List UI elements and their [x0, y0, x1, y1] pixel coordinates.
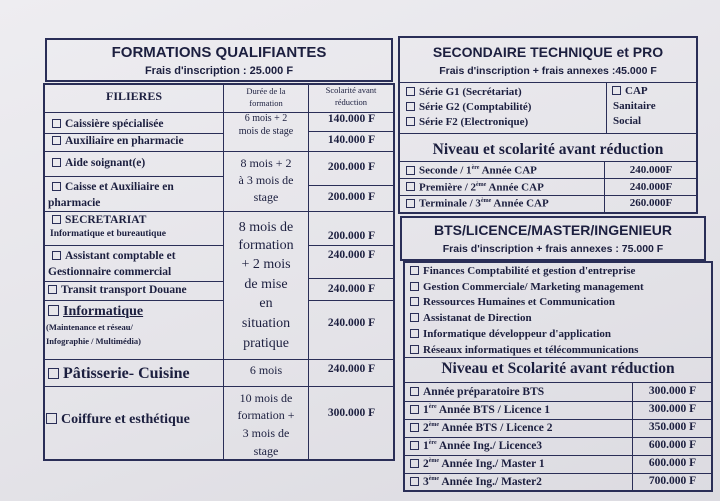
row-secretariat-2: Informatique et bureautique: [50, 229, 166, 239]
secondaire-level-label: Terminale / 3ème Année CAP: [406, 198, 549, 210]
price-4: 200.000 F: [327, 191, 376, 203]
row-assistant-1: Assistant comptable et: [52, 251, 176, 263]
duration-3-l5: en: [259, 296, 273, 311]
secondaire-level-price: 240.000F: [629, 180, 673, 193]
bts-level-label: 2ème Année Ing./ Master 1: [410, 458, 545, 470]
cap-1: CAP: [612, 86, 648, 97]
series-item: Série F2 (Electronique): [406, 117, 528, 128]
bts-title: BTS/LICENCE/MASTER/INGENIEUR: [433, 222, 672, 238]
price-5: 200.000 F: [327, 230, 376, 242]
price-3: 200.000 F: [327, 161, 376, 173]
bts-level-divider: [404, 455, 712, 456]
bts-level-price: 600.000 F: [648, 439, 697, 451]
duration-1-l2: mois de stage: [238, 126, 294, 137]
secondaire-level-price: 240.000F: [629, 164, 673, 176]
secondaire-level-divider: [399, 195, 697, 196]
bts-level-divider: [404, 437, 712, 438]
duration-5-l3: 3 mois de: [242, 426, 290, 440]
duration-3-l3: + 2 mois: [241, 257, 291, 272]
header-scol-2: réduction: [334, 97, 368, 107]
bts-level-price: 700.000 F: [648, 475, 697, 487]
bts-program-item: Finances Comptabilité et gestion d'entreprise: [410, 266, 635, 277]
row-assistant-2: Gestionnaire commercial: [48, 266, 172, 278]
bts-level-price: 300.000 F: [648, 403, 697, 415]
secondaire-level-price: 260.000F: [629, 197, 673, 209]
row-caisse-2: pharmacie: [48, 197, 101, 209]
cap-2: Sanitaire: [613, 100, 656, 112]
duration-2-l3: stage: [253, 190, 279, 204]
row-caisse-1: Caisse et Auxiliaire en: [52, 182, 174, 194]
row-aide: Aide soignant(e): [52, 158, 145, 170]
bts-level-divider: [404, 401, 712, 402]
series-item: Série G1 (Secrétariat): [406, 87, 522, 98]
row-informatique-3: Infographie / Multimédia): [46, 336, 141, 346]
formations-subtitle: Frais d'inscription : 25.000 F: [144, 65, 294, 77]
row-patisserie: Pâtisserie- Cuisine: [48, 366, 190, 382]
duration-3-l2: formation: [238, 238, 294, 253]
secondaire-level-label: Seconde / 1ère Année CAP: [406, 165, 537, 177]
header-duree-2: formation: [249, 98, 283, 108]
bts-level-label: Année préparatoire BTS: [410, 386, 544, 398]
header-scol-1: Scolarité avant: [325, 85, 377, 95]
bts-level-price: 600.000 F: [648, 457, 697, 469]
header-filieres: FILIERES: [105, 89, 163, 103]
row-caissiere: Caissière spécialisée: [52, 119, 163, 131]
bts-level-divider: [404, 419, 712, 420]
bts-subtitle: Frais d'inscription + frais annexes : 75.000 F: [442, 243, 664, 255]
bts-program-item: Ressources Humaines et Communication: [410, 297, 615, 308]
row-auxiliaire: Auxiliaire en pharmacie: [52, 136, 184, 148]
price-7: 240.000 F: [327, 283, 376, 295]
bts-level-divider: [404, 473, 712, 474]
duration-3-l4: de mise: [244, 277, 288, 292]
duration-5-l2: formation +: [237, 408, 295, 422]
bts-program-item: Informatique développeur d'application: [410, 329, 611, 340]
price-10: 300.000 F: [327, 407, 376, 419]
secondaire-title: SECONDAIRE TECHNIQUE et PRO: [432, 44, 664, 60]
secondaire-niveau-title: Niveau et scolarité avant réduction: [432, 141, 664, 158]
bts-level-price: 300.000 F: [648, 385, 697, 397]
duration-4: 6 mois: [249, 363, 283, 377]
cap-3: Social: [613, 115, 642, 127]
duration-2-l1: 8 mois + 2: [240, 156, 292, 170]
series-item: Série G2 (Comptabilité): [406, 102, 531, 113]
bts-level-label: 3ème Année Ing./ Master2: [410, 476, 542, 488]
bts-level-price: 350.000 F: [648, 421, 697, 433]
bts-program-item: Réseaux informatiques et télécommunications: [410, 345, 638, 356]
duration-2-l2: à 3 mois de: [238, 173, 294, 187]
bts-level-label: 1ère Année Ing./ Licence3: [410, 440, 542, 452]
row-informatique-2: (Maintenance et réseau/: [46, 322, 133, 332]
bts-level-label: 1ère Année BTS / Licence 1: [410, 404, 550, 416]
row-transit: Transit transport Douane: [48, 285, 187, 297]
price-9: 240.000 F: [327, 363, 376, 375]
duration-3-l7: pratique: [243, 336, 289, 351]
row-informatique-1: Informatique: [48, 305, 143, 319]
bts-level-label: 2ème Année BTS / Licence 2: [410, 422, 552, 434]
row-secretariat-1: SECRETARIAT: [52, 215, 146, 227]
duration-5-l4: stage: [253, 444, 279, 458]
duration-5-l1: 10 mois de: [239, 391, 293, 405]
price-8: 240.000 F: [327, 317, 376, 329]
secondaire-subtitle: Frais d'inscription + frais annexes :45.000 F: [439, 65, 657, 77]
price-2: 140.000 F: [327, 134, 376, 146]
row-coiffure: Coiffure et esthétique: [46, 413, 190, 427]
secondaire-level-label: Première / 2ème Année CAP: [406, 182, 544, 194]
bts-program-item: Assistanat de Direction: [410, 313, 532, 324]
bts-program-item: Gestion Commerciale/ Marketing management: [410, 282, 644, 293]
bts-niveau-title: Niveau et Scolarité avant réduction: [441, 360, 675, 377]
price-6: 240.000 F: [327, 249, 376, 261]
header-duree-1: Durée de la: [246, 86, 286, 96]
duration-1-l1: 6 mois + 2: [244, 113, 288, 124]
price-1: 140.000 F: [327, 113, 376, 125]
duration-3-l1: 8 mois de: [238, 220, 294, 235]
formations-title: FORMATIONS QUALIFIANTES: [111, 44, 327, 61]
secondaire-level-divider: [399, 178, 697, 179]
duration-3-l6: situation: [241, 316, 291, 331]
